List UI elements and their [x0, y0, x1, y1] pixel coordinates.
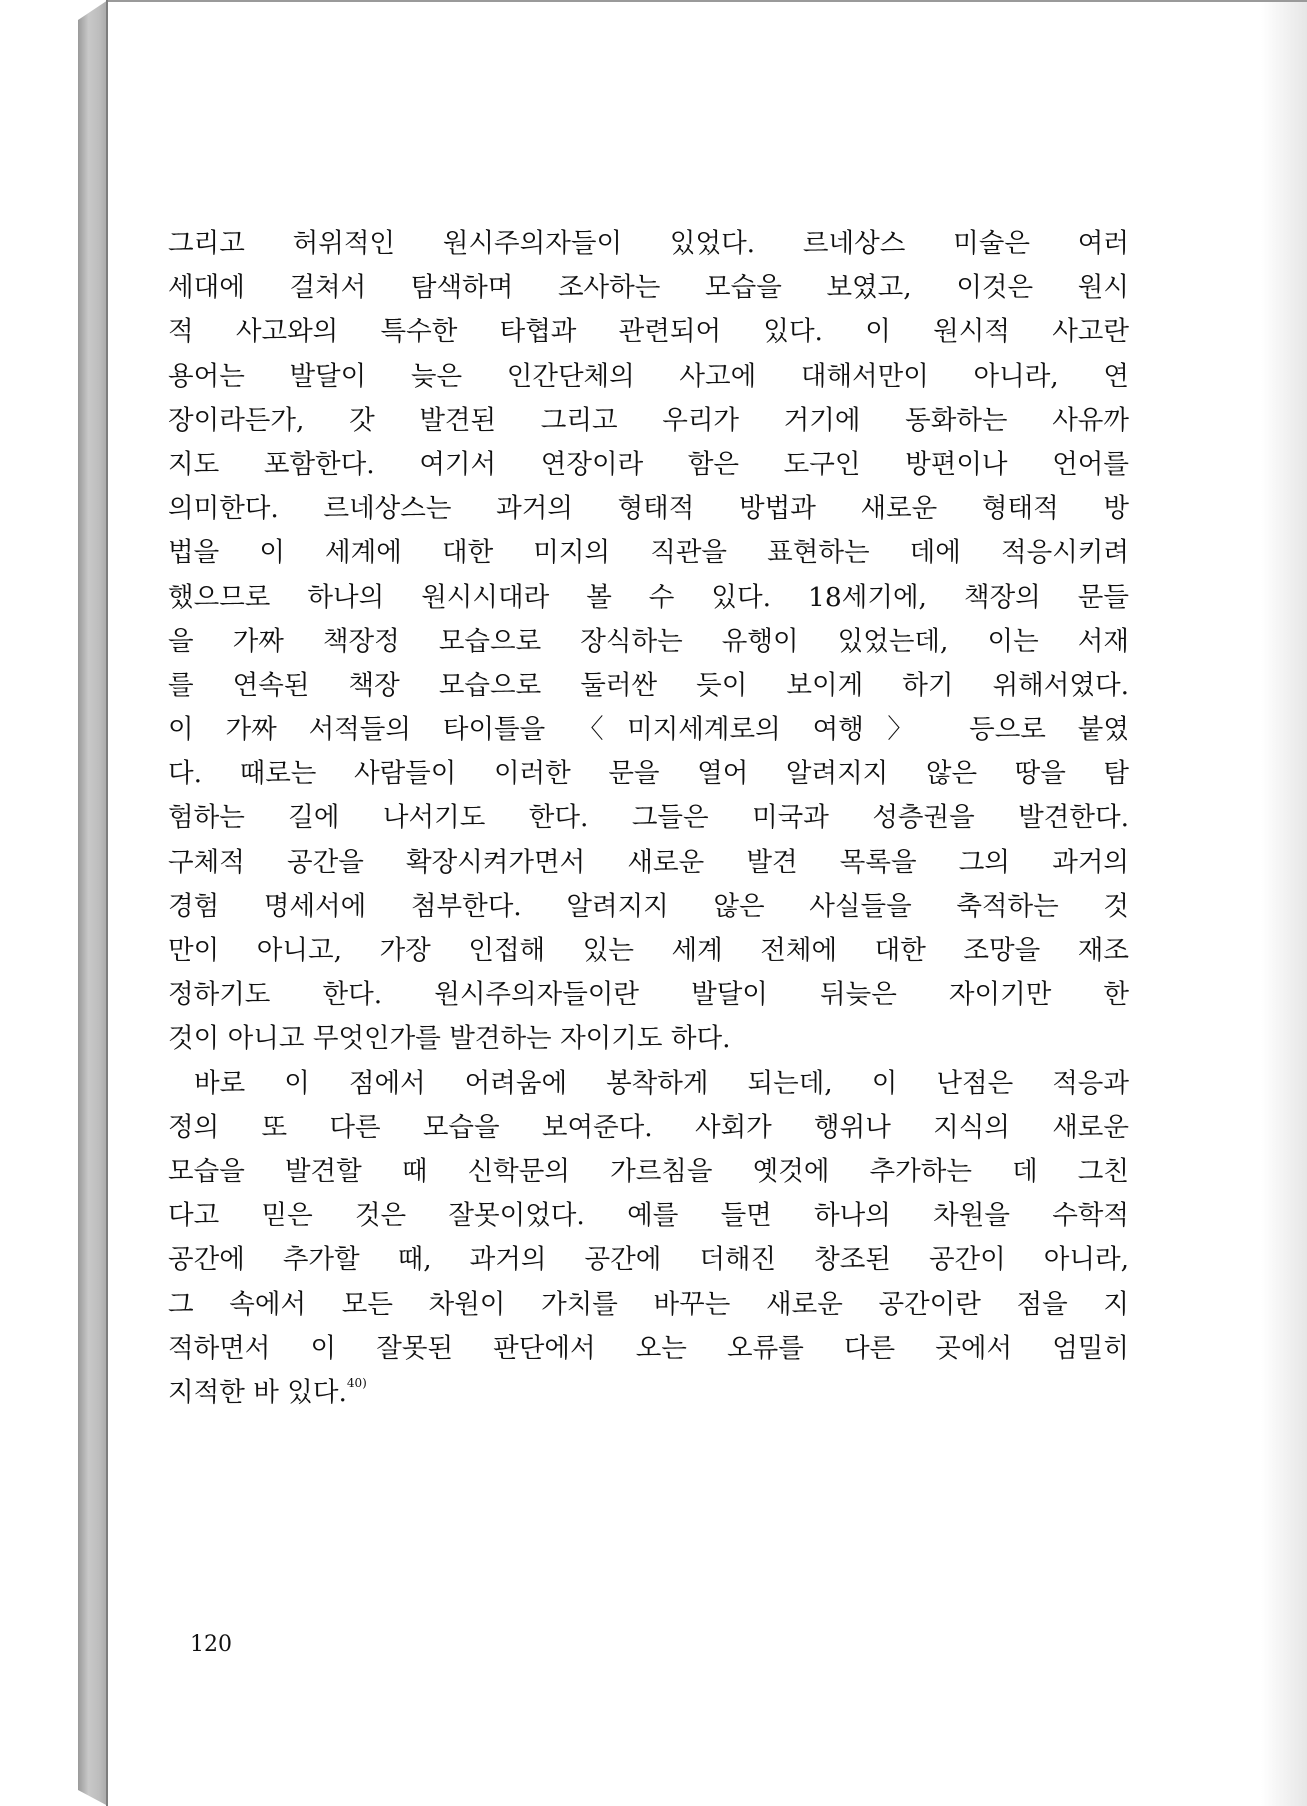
text-line: 경험 명세서에 첨부한다. 알려지지 않은 사실들을 축적하는 것: [168, 890, 1129, 922]
text-line: 적하면서 이 잘못된 판단에서 오는 오류를 다른 곳에서 엄밀히: [168, 1332, 1129, 1364]
page-number: 120: [190, 1632, 232, 1657]
text-line: 의미한다. 르네상스는 과거의 형태적 방법과 새로운 형태적 방: [168, 493, 1129, 525]
text-line-final: [168, 1371, 1129, 1415]
text-line: 적 사고와의 특수한 타협과 관련되어 있다. 이 원시적 사고란: [168, 316, 1129, 348]
text-line: 다고 믿은 것은 잘못이었다. 예를 들면 하나의 차원을 수학적: [168, 1200, 1129, 1232]
text-line: 공간에 추가할 때, 과거의 공간에 더해진 창조된 공간이 아니라,: [168, 1244, 1129, 1276]
text-line: 지도 포함한다. 여기서 연장이라 함은 도구인 방편이나 언어를: [168, 448, 1129, 480]
text-line: 험하는 길에 나서기도 한다. 그들은 미국과 성층권을 발견한다.: [168, 802, 1129, 834]
text-line: 그 속에서 모든 차원이 가치를 바꾸는 새로운 공간이란 점을 지: [168, 1288, 1129, 1320]
book-spine: [78, 0, 108, 1806]
text-line: 장이라든가, 갓 발견된 그리고 우리가 거기에 동화하는 사유까: [168, 404, 1129, 436]
text-line: 법을 이 세계에 대한 미지의 직관을 표현하는 데에 적응시키려: [168, 537, 1129, 569]
text-line: 이 가짜 서적들의 타이틀을 〈미지세계로의 여행〉 등으로 붙였: [168, 714, 1129, 746]
text-line: 정하기도 한다. 원시주의자들이란 발달이 뒤늦은 자이기만 한: [168, 979, 1129, 1011]
text-line: 정의 또 다른 모습을 보여준다. 사회가 행위나 지식의 새로운: [168, 1111, 1129, 1143]
text-line: 를 연속된 책장 모습으로 둘러싼 듯이 보이게 하기 위해서였다.: [168, 669, 1129, 701]
text-line: 세대에 걸쳐서 탐색하며 조사하는 모습을 보였고, 이것은 원시: [168, 272, 1129, 304]
text-line: 했으므로 하나의 원시시대라 볼 수 있다. 18세기에, 책장의 문들: [168, 581, 1129, 613]
text-line-final-content: 지적한 바 있다.: [168, 1376, 347, 1408]
text-line: 용어는 발달이 늦은 인간단체의 사고에 대해서만이 아니라, 연: [168, 360, 1129, 392]
text-line: 모습을 발견할 때 신학문의 가르침을 옛것에 추가하는 데 그친: [168, 1155, 1129, 1187]
page-edge-shadow: [1261, 2, 1307, 1806]
text-line: 바로 이 점에서 어려움에 봉착하게 되는데, 이 난점은 적응과: [194, 1067, 1129, 1099]
text-line: 그리고 허위적인 원시주의자들이 있었다. 르네상스 미술은 여러: [168, 228, 1129, 259]
body-text: [168, 222, 1129, 1415]
text-line: 다. 때로는 사람들이 이러한 문을 열어 알려지지 않은 땅을 탐: [168, 758, 1129, 790]
text-line: 구체적 공간을 확장시켜가면서 새로운 발견 목록을 그의 과거의: [168, 846, 1129, 878]
footnote-reference[interactable]: 40): [346, 1375, 367, 1390]
text-line: 을 가짜 책장정 모습으로 장식하는 유행이 있었는데, 이는 서재: [168, 625, 1129, 657]
text-line: 것이 아니고 무엇인가를 발견하는 자이기도 하다.: [168, 1023, 731, 1055]
text-line: 만이 아니고, 가장 인접해 있는 세계 전체에 대한 조망을 재조: [168, 935, 1129, 966]
